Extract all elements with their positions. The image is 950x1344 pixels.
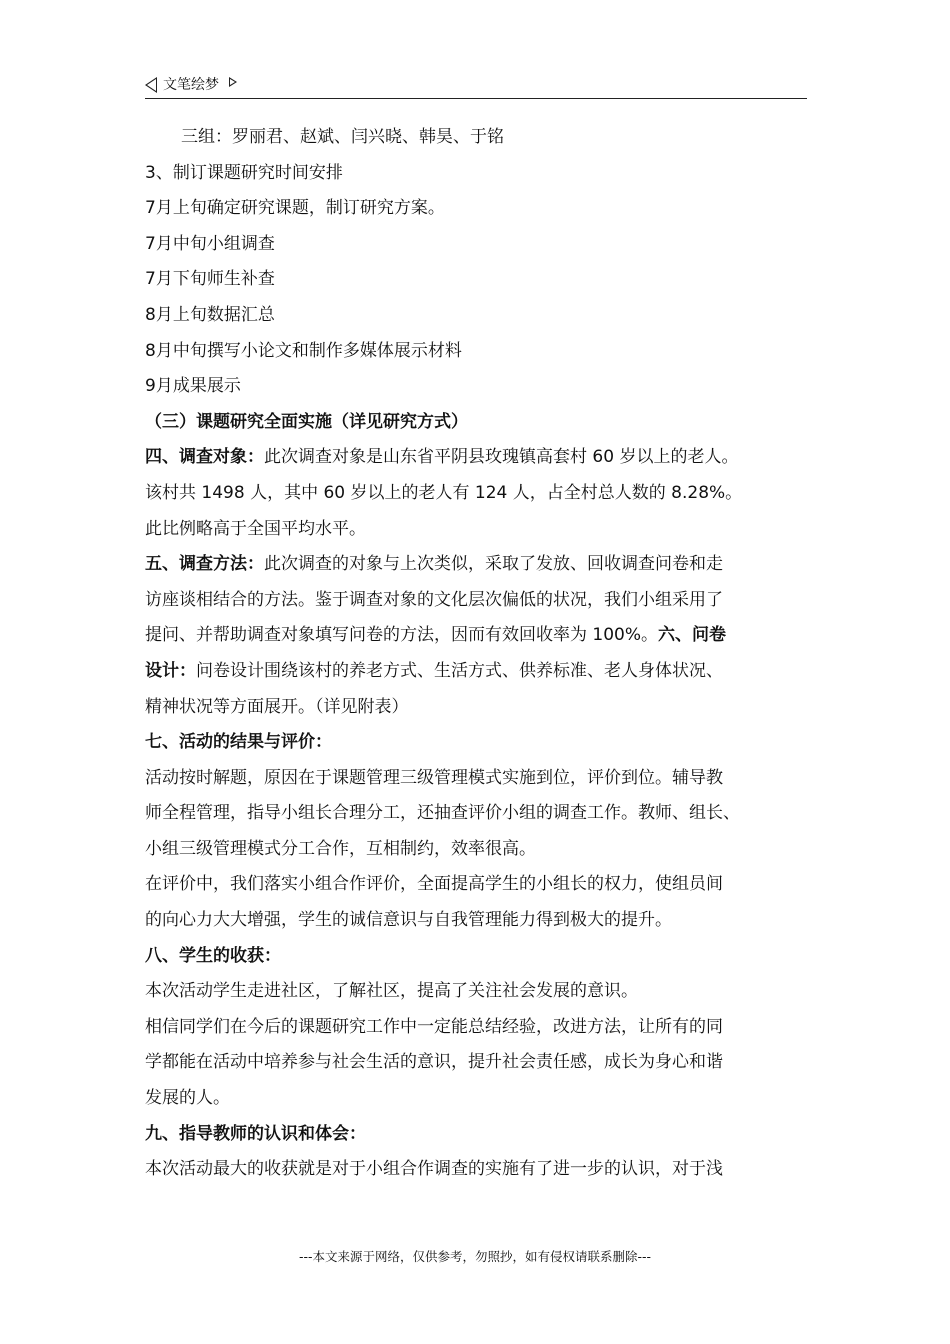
text-line: [145, 369, 815, 405]
header-brand: [145, 76, 237, 94]
body-text: 该村共 1498 人，其中 60 岁以上的老人有 124 人，占全村总人数的 8.28%。: [145, 482, 743, 503]
footer-note: ---本文来源于网络，仅供参考，勿照抄，如有侵权请联系删除---: [298, 1249, 652, 1264]
bold-heading-text: 八、学生的收获：: [145, 945, 281, 966]
body-text: 此次调查对象是山东省平阴县玫瑰镇高套村 60 岁以上的老人。: [264, 447, 739, 468]
body-text: 师全程管理，指导小组长合理分工，还抽查评价小组的调查工作。教师、组长、: [145, 803, 740, 824]
text-line: [145, 512, 815, 548]
text-line: [145, 191, 815, 227]
text-line: [145, 654, 815, 690]
text-line: [145, 618, 815, 654]
body-text: 在评价中，我们落实小组合作评价，全面提高学生的小组长的权力，使组员间: [145, 874, 723, 895]
body-text: 学都能在活动中培养参与社会生活的意识，提升社会责任感，成长为身心和谐: [145, 1052, 723, 1073]
body-text: 发展的人。: [145, 1088, 230, 1109]
body-text: 本次活动最大的收获就是对于小组合作调查的实施有了进一步的认识，对于浅: [145, 1159, 723, 1180]
bold-heading-text: 四、调查对象：: [145, 447, 264, 468]
text-line: [145, 120, 815, 156]
bold-heading-text: （三）课题研究全面实施（详见研究方式）: [145, 411, 468, 432]
text-line: [145, 725, 815, 761]
body-text: 本次活动学生走进社区，了解社区，提高了关注社会发展的意识。: [145, 981, 638, 1002]
text-line: [145, 796, 815, 832]
text-line: [145, 974, 815, 1010]
text-line: [145, 547, 815, 583]
page-header: [145, 72, 807, 99]
text-line: [145, 939, 815, 975]
text-line: [145, 903, 815, 939]
body-text: 此比例略高于全国平均水平。: [145, 518, 366, 539]
body-text: 7月下旬师生补查: [145, 269, 275, 290]
body-text: 8月中旬撰写小论文和制作多媒体展示材料: [145, 340, 462, 361]
body-text: 7月上旬确定研究课题，制订研究方案。: [145, 198, 445, 219]
body-text: 8月上旬数据汇总: [145, 304, 275, 325]
text-line: [145, 227, 815, 263]
text-line: [145, 156, 815, 192]
text-line: [145, 1152, 815, 1188]
triangle-right-icon: [229, 77, 237, 87]
bold-heading-text: 设计：: [145, 660, 196, 681]
body-text: 精神状况等方面展开。（详见附表）: [145, 696, 409, 717]
body-text: 活动按时解题，原因在于课题管理三级管理模式实施到位，评价到位。辅导教: [145, 767, 723, 788]
text-line: [145, 832, 815, 868]
text-line: [145, 690, 815, 726]
text-line: [145, 867, 815, 903]
body-text: 3、制订课题研究时间安排: [145, 162, 343, 183]
body-text: 的向心力大大增强，学生的诚信意识与自我管理能力得到极大的提升。: [145, 910, 672, 931]
body-text: 三组：罗丽君、赵斌、闫兴晓、韩昊、于铭: [181, 127, 504, 147]
text-line: [145, 761, 815, 797]
bold-heading-text: 九、指导教师的认识和体会：: [145, 1123, 366, 1144]
body-text: 访座谈相结合的方法。鉴于调查对象的文化层次偏低的状况，我们小组采用了: [145, 589, 723, 610]
text-line: [145, 298, 815, 334]
text-line: [145, 440, 815, 476]
triangle-left-icon: [145, 77, 157, 93]
text-line: [145, 1045, 815, 1081]
body-text: 问卷设计围绕该村的养老方式、生活方式、供养标准、老人身体状况、: [196, 660, 723, 681]
text-line: [145, 334, 815, 370]
body-text: 相信同学们在今后的课题研究工作中一定能总结经验，改进方法，让所有的同: [145, 1016, 723, 1037]
bold-heading-text: 六、问卷: [658, 625, 727, 646]
text-line: [145, 1081, 815, 1117]
text-line: [145, 1010, 815, 1046]
text-line: [145, 405, 815, 441]
body-text: 9月成果展示: [145, 376, 241, 397]
text-line: [145, 262, 815, 298]
body-text: 小组三级管理模式分工合作，互相制约，效率很高。: [145, 838, 536, 859]
text-line: [145, 583, 815, 619]
text-line: [145, 476, 815, 512]
document-body: [145, 120, 815, 1188]
text-line: [145, 1117, 815, 1153]
body-text: 提问、并帮助调查对象填写问卷的方法，因而有效回收率为 100%。: [145, 625, 659, 646]
bold-heading-text: 七、活动的结果与评价：: [145, 732, 332, 753]
body-text: 7月中旬小组调查: [145, 233, 275, 254]
header-brand-label: 文笔绘梦: [163, 77, 219, 93]
bold-heading-text: 五、调查方法：: [145, 554, 264, 575]
body-text: 此次调查的对象与上次类似，采取了发放、回收调查问卷和走: [264, 554, 723, 575]
